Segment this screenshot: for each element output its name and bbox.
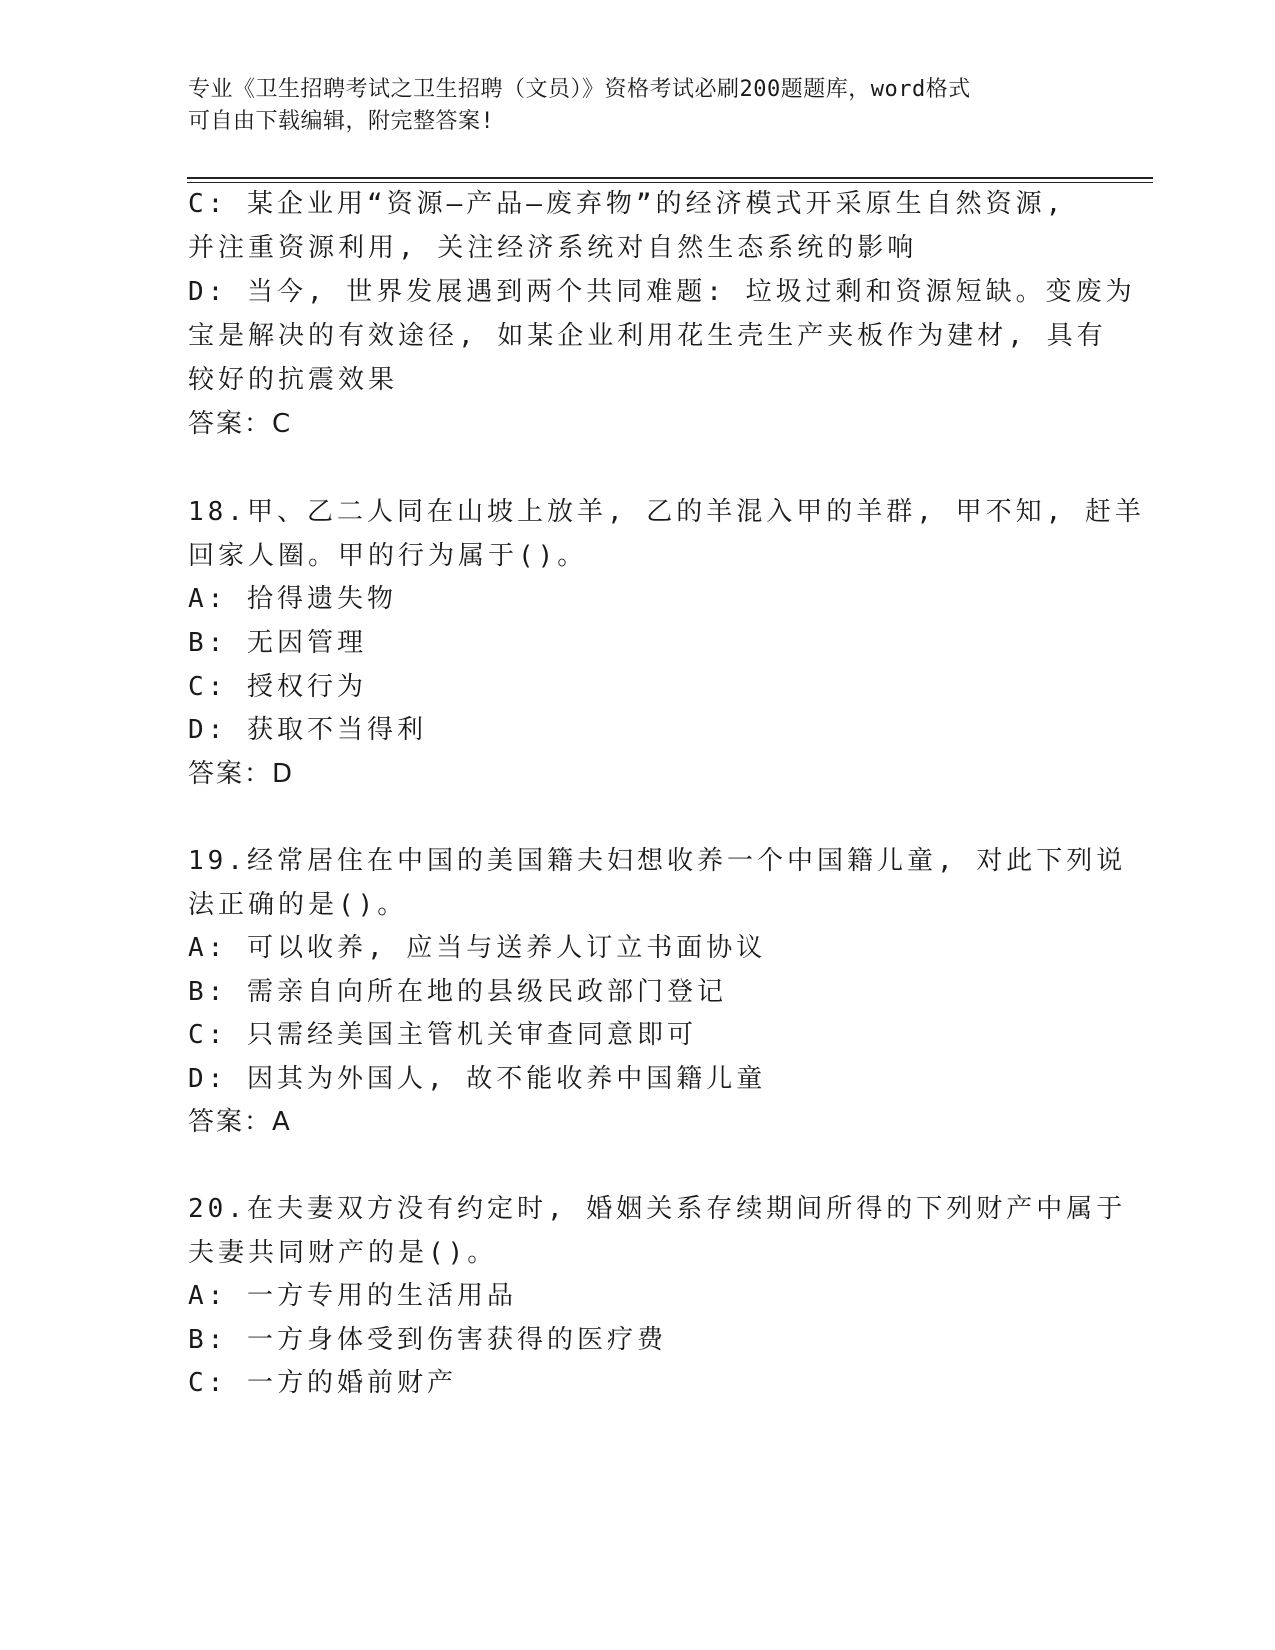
document-header [188, 74, 1088, 138]
option-c-line-2: 并注重资源利用, 关注经济系统对自然生态系统的影响 [188, 233, 918, 263]
option-d-line-2: 宝是解决的有效途径, 如某企业利用花生壳生产夹板作为建材, 具有 [188, 321, 1107, 351]
q19-stem-line-1: 19.经常居住在中国的美国籍夫妇想收养一个中国籍儿童, 对此下列说 [188, 846, 1127, 876]
q18-stem-line-2: 回家人圈。甲的行为属于()。 [188, 541, 588, 571]
q20-option-a: A: 一方专用的生活用品 [188, 1281, 517, 1311]
header-title-line-2: 可自由下载编辑，附完整答案! [188, 109, 495, 134]
q18-answer: 答案：D [188, 759, 295, 789]
q18-option-a: A: 拾得遗失物 [188, 584, 397, 614]
option-d-line-3: 较好的抗震效果 [188, 365, 399, 395]
q20-option-c: C: 一方的婚前财产 [188, 1368, 457, 1398]
q19-option-d: D: 因其为外国人, 故不能收养中国籍儿童 [188, 1064, 767, 1094]
option-d-line-1: D: 当今, 世界发展遇到两个共同难题: 垃圾过剩和资源短缺。变废为 [188, 277, 1136, 307]
q18-option-d: D: 获取不当得利 [188, 715, 427, 745]
q19-option-c: C: 只需经美国主管机关审查同意即可 [188, 1020, 697, 1050]
q18-stem-line-1: 18.甲、乙二人同在山坡上放羊, 乙的羊混入甲的羊群, 甲不知, 赶羊 [188, 497, 1145, 527]
q18-option-b: B: 无因管理 [188, 628, 367, 658]
q20-option-b: B: 一方身体受到伤害获得的医疗费 [188, 1325, 667, 1355]
answer-prev: 答案：C [188, 409, 293, 439]
header-title-line-1: 专业《卫生招聘考试之卫生招聘（文员）》资格考试必刷200题题库，word格式 [188, 77, 971, 102]
header-divider-thin [187, 182, 1153, 183]
q20-stem-line-1: 20.在夫妻双方没有约定时, 婚姻关系存续期间所得的下列财产中属于 [188, 1194, 1127, 1224]
option-c-line-1: C: 某企业用“资源—产品—废弃物”的经济模式开采原生自然资源, [188, 189, 1066, 219]
q19-option-a: A: 可以收养, 应当与送养人订立书面协议 [188, 933, 767, 963]
q19-stem-line-2: 法正确的是()。 [188, 890, 408, 920]
q19-answer: 答案：A [188, 1107, 292, 1137]
q18-option-c: C: 授权行为 [188, 672, 367, 702]
header-divider-thick [187, 177, 1153, 179]
q19-option-b: B: 需亲自向所在地的县级民政部门登记 [188, 977, 727, 1007]
q20-stem-line-2: 夫妻共同财产的是()。 [188, 1238, 498, 1268]
